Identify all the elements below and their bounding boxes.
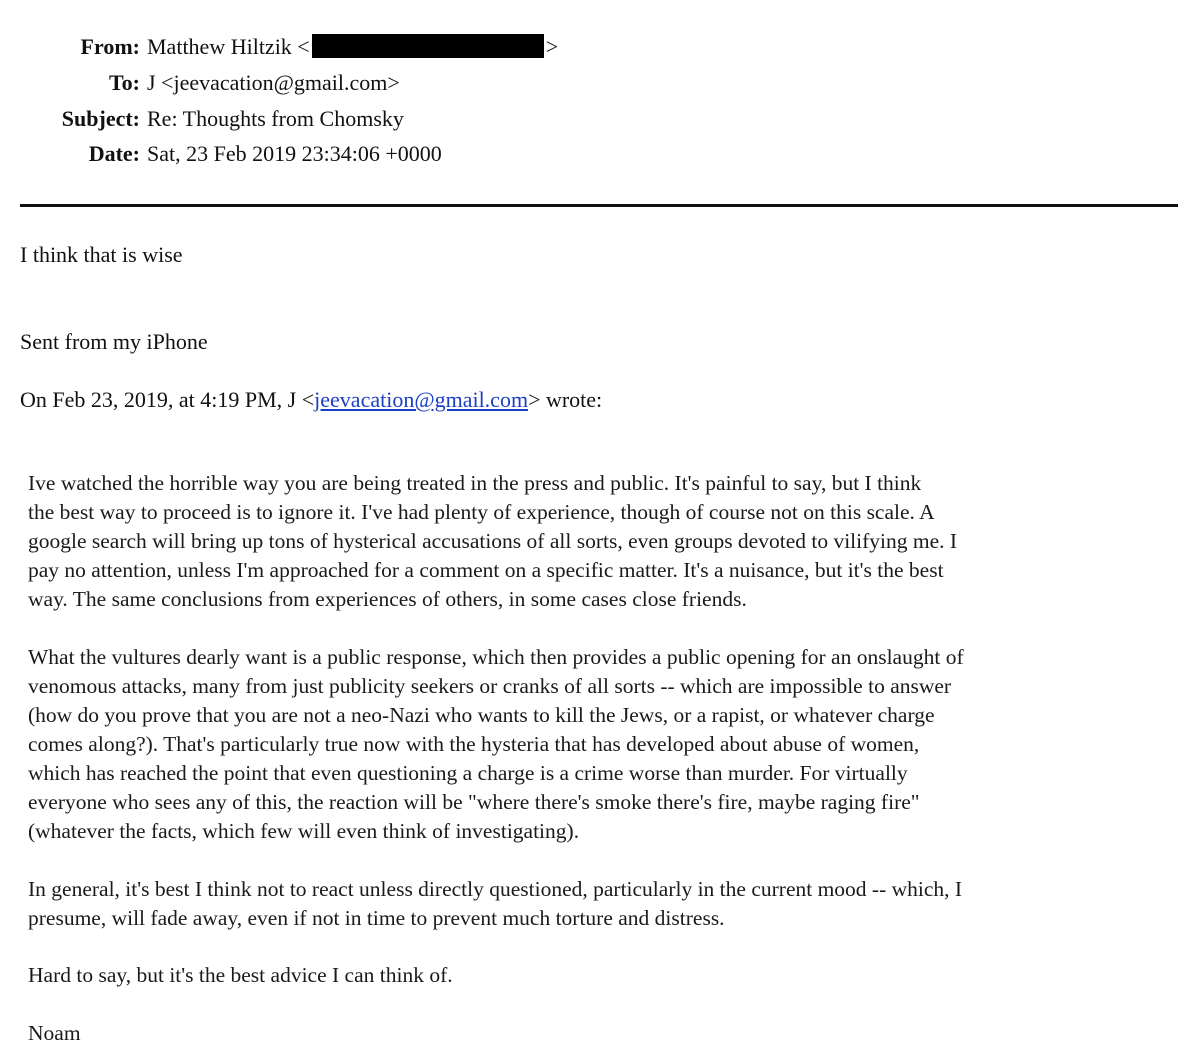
quoted-signoff: Noam <box>28 1021 81 1045</box>
quote-attribution <box>20 385 602 415</box>
date-value: Sat, 23 Feb 2019 23:34:06 +0000 <box>147 141 442 166</box>
quoted-line: comes along?). That's particularly true now with the hysteria that has developed about abuse of women, <box>28 732 920 756</box>
quoted-line: venomous attacks, many from just publicity seekers or cranks of all sorts -- which are impossible to answer <box>28 674 952 698</box>
quoted-paragraph-3 <box>28 875 1186 933</box>
date-label: Date: <box>88 141 140 166</box>
quote-email-link[interactable]: jeevacation@gmail.com <box>314 387 529 412</box>
quoted-line: which has reached the point that even questioning a charge is a crime worse than murder. For virtually <box>28 761 908 785</box>
to-label: To: <box>109 70 140 95</box>
quoted-line: way. The same conclusions from experiences of others, in some cases close friends. <box>28 587 747 611</box>
redaction-bar <box>312 34 544 58</box>
quoted-paragraph-1 <box>28 469 1186 614</box>
header-divider <box>20 204 1178 207</box>
from-label: From: <box>80 34 140 59</box>
from-name: Matthew Hiltzik < <box>147 34 310 59</box>
quoted-paragraph-4: Hard to say, but it's the best advice I can think of. <box>28 963 453 987</box>
quoted-line: everyone who sees any of this, the reaction will be "where there's smoke there's fire, maybe raging fire" <box>28 790 920 814</box>
quoted-line: pay no attention, unless I'm approached for a comment on a specific matter. It's a nuisance, but it's the best <box>28 558 944 582</box>
quoted-line: presume, will fade away, even if not in time to prevent much torture and distress. <box>28 906 725 930</box>
quote-suffix: > wrote: <box>528 387 603 412</box>
from-tail: > <box>545 34 559 59</box>
quote-prefix: On Feb 23, 2019, at 4:19 PM, J < <box>20 387 315 412</box>
to-value: J <jeevacation@gmail.com> <box>147 70 400 95</box>
quoted-line: (whatever the facts, which few will even think of investigating). <box>28 819 580 843</box>
quoted-line: (how do you prove that you are not a neo-Nazi who wants to kill the Jews, or a rapist, or whatever charge <box>28 703 935 727</box>
subject-value: Re: Thoughts from Chomsky <box>147 106 404 131</box>
quoted-line: google search will bring up tons of hysterical accusations of all sorts, even groups devoted to vilifying me. I <box>28 529 958 553</box>
reply-signature: Sent from my iPhone <box>20 329 208 354</box>
from-value <box>147 32 558 62</box>
quoted-line: the best way to proceed is to ignore it. I've had plenty of experience, though of course not on this scale. A <box>28 500 935 524</box>
quoted-line: What the vultures dearly want is a public response, which then provides a public opening for an onslaught of <box>28 645 964 669</box>
subject-label: Subject: <box>61 106 140 131</box>
quoted-paragraph-2 <box>28 643 1186 846</box>
quoted-line: In general, it's best I think not to react unless directly questioned, particularly in the current mood -- which, I <box>28 877 963 901</box>
quoted-line: Ive watched the horrible way you are being treated in the press and public. It's painful to say, but I think <box>28 471 922 495</box>
reply-body: I think that is wise <box>20 242 183 267</box>
